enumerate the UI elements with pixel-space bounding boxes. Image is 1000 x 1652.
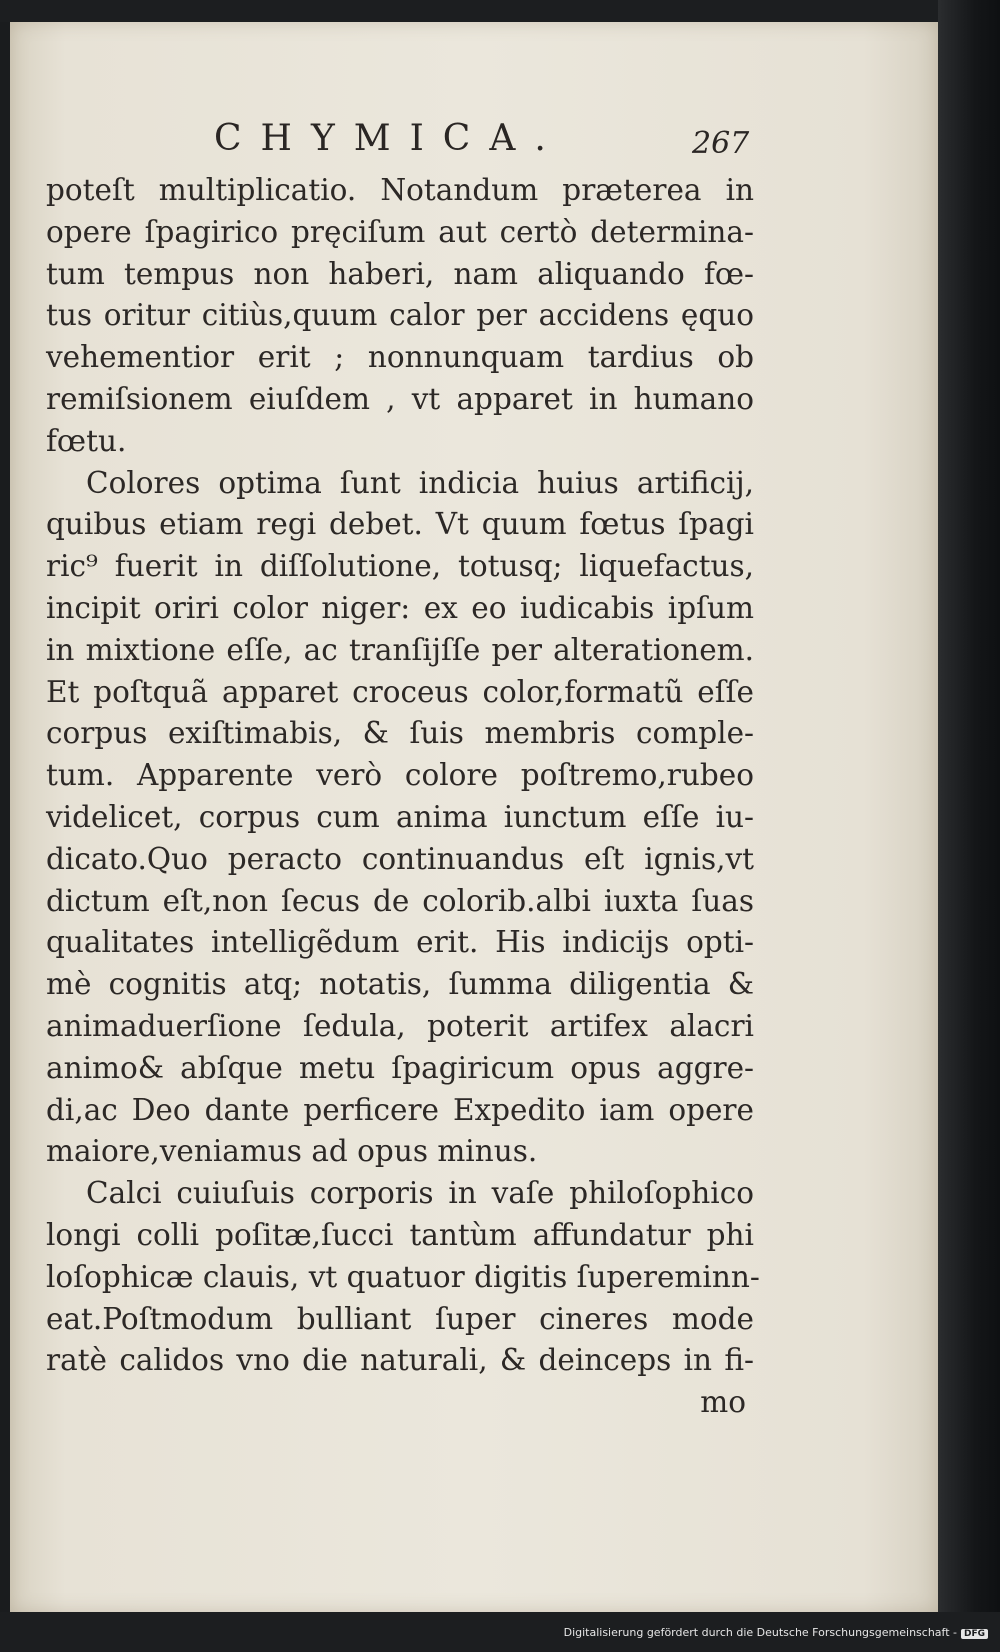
text-line: dicato.Quo peracto continuandus eſt ignis,vt <box>46 841 754 876</box>
text-line: corpus exiſtimabis, & ſuis membris comple- <box>46 716 754 751</box>
text-line: tus oritur citiùs,quum calor per accidens ęquo <box>46 298 754 333</box>
text-line: di,ac Deo dante perficere Expedito iam opere <box>46 1092 754 1127</box>
text-line: fœtu. <box>46 423 127 458</box>
text-line: mè cognitis atq; notatis, ſumma diligentia & <box>46 967 754 1002</box>
catchword: mo <box>700 1385 746 1420</box>
text-line: ratè calidos vno die naturali, & deinceps in fi- <box>46 1343 754 1378</box>
digitization-footer <box>0 1626 988 1639</box>
text-line: Colores optima ſunt indicia huius artificij, <box>86 465 754 500</box>
text-line: Et poſtquã apparet croceus color,formatũ eſſe <box>46 674 754 709</box>
funding-credit: Digitalisierung gefördert durch die Deutsche Forschungsgemeinschaft - <box>563 1626 957 1639</box>
body-text <box>46 170 760 1424</box>
page-header <box>10 118 938 168</box>
text-line: animaduerſione ſedula, poterit artifex alacri <box>46 1008 754 1043</box>
text-line: loſophicæ clauis, vt quatuor digitis ſupereminn- <box>46 1259 760 1294</box>
text-line: incipit oriri color niger: ex eo iudicabis ipſum <box>46 590 754 625</box>
text-line: quibus etiam regi debet. Vt quum fœtus ſpagi <box>46 507 754 542</box>
text-line: tum tempus non haberi, nam aliquando fœ- <box>46 256 754 291</box>
text-line: maiore,veniamus ad opus minus. <box>46 1134 538 1169</box>
text-line: poteſt multiplicatio. Notandum præterea in <box>46 173 754 207</box>
text-line: longi colli poſitæ,ſucci tantùm affundatur phi <box>46 1217 754 1252</box>
scan-border-top <box>0 0 1000 22</box>
text-line: opere ſpagirico pręciſum aut certò determina- <box>46 214 754 249</box>
text-line: remiſsionem eiuſdem , vt apparet in humano <box>46 381 754 416</box>
text-line: in mixtione eſſe, ac tranſijſſe per alterationem. <box>46 632 754 667</box>
dfg-logo: DFG <box>961 1629 988 1639</box>
text-line: ric⁹ fuerit in diſſolutione, totusq; liquefactus, <box>46 549 754 584</box>
text-line: tum. Apparente verò colore poſtremo,rubeo <box>46 758 754 793</box>
scan-border-right <box>938 0 1000 1652</box>
text-line: vehementior erit ; nonnunquam tardius ob <box>46 340 754 375</box>
text-line: dictum eſt,non ſecus de colorib.albi iuxta ſuas <box>46 883 754 918</box>
text-line: eat.Poſtmodum bulliant ſuper cineres mode <box>46 1301 754 1336</box>
text-line: Calci cuiuſuis corporis in vaſe philoſophico <box>86 1176 754 1211</box>
running-title: CHYMICA. <box>214 118 565 159</box>
text-line: videlicet, corpus cum anima iunctum eſſe iu- <box>46 799 754 834</box>
book-page <box>10 22 938 1612</box>
page-number: 267 <box>692 126 750 161</box>
text-line: animo& abſque metu ſpagiricum opus aggre- <box>46 1050 754 1085</box>
text-line: qualitates intelligẽdum erit. His indicijs opti- <box>46 925 754 960</box>
